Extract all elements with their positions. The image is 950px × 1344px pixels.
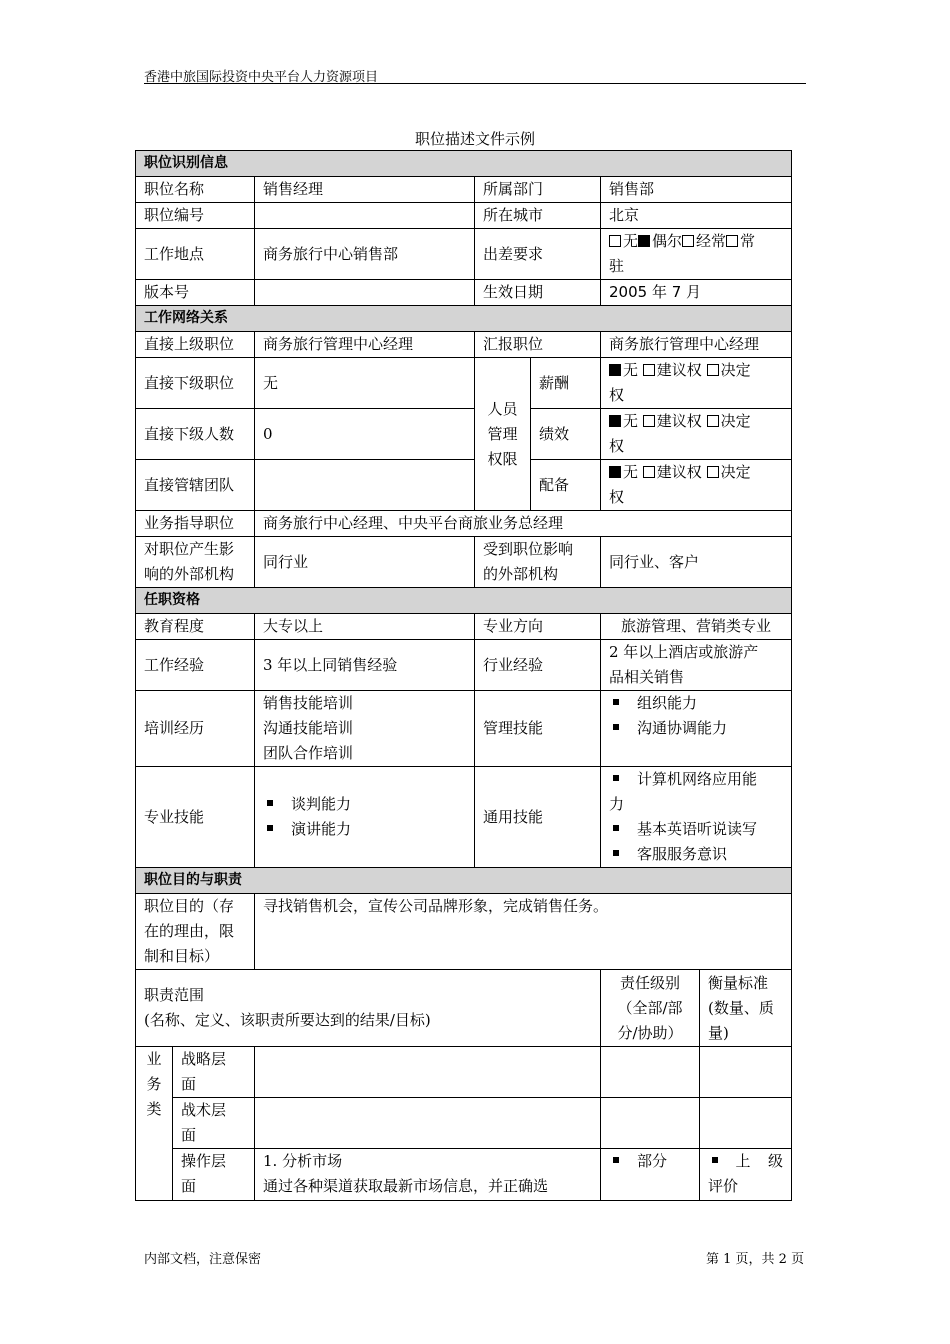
list-item: 销售技能培训 xyxy=(263,694,354,712)
affect-label: 对职位产生影 响的外部机构 xyxy=(136,537,255,588)
mgmt-skill-list xyxy=(601,691,792,767)
section-purpose: 职位目的与职责 xyxy=(136,868,792,894)
version-label: 版本号 xyxy=(136,280,255,306)
major-value: 旅游管理、营销类专业 xyxy=(601,614,792,640)
checkbox-checked-icon[interactable] xyxy=(609,364,621,376)
pro-skill-list xyxy=(255,767,475,868)
staffing-label: 配备 xyxy=(531,460,601,511)
affect-value: 同行业 xyxy=(255,537,475,588)
header-rule xyxy=(144,83,806,84)
bullet-icon xyxy=(267,800,273,806)
travel-option-occasional[interactable]: 偶尔 xyxy=(638,232,682,250)
department-label: 所属部门 xyxy=(475,177,601,203)
business-category-label: 业 务 类 xyxy=(136,1047,173,1201)
scope-header: 职责范围 (名称、定义、该职责所要达到的结果/目标) xyxy=(136,970,601,1047)
document-title: 职位描述文件示例 xyxy=(414,130,535,148)
city-label: 所在城市 xyxy=(475,203,601,229)
salary-authority-options: 无 建议权 决定 权 xyxy=(601,358,792,409)
tactical-level xyxy=(601,1098,700,1149)
job-description-table xyxy=(135,150,792,1201)
section-network: 工作网络关系 xyxy=(136,306,792,332)
affected-value: 同行业、客户 xyxy=(601,537,792,588)
footer-confidential: 内部文档，注意保密 xyxy=(144,1252,262,1267)
effective-date-label: 生效日期 xyxy=(475,280,601,306)
tactical-measure xyxy=(700,1098,792,1149)
effective-date-value: 2005 年 7 月 xyxy=(601,280,792,306)
location-label: 工作地点 xyxy=(136,229,255,280)
list-item: 基本英语听说读写 xyxy=(609,817,783,842)
list-item: 谈判能力 xyxy=(263,792,466,817)
performance-authority-options: 无 建议权 决定 权 xyxy=(601,409,792,460)
checkbox-icon[interactable] xyxy=(643,415,655,427)
performance-label: 绩效 xyxy=(531,409,601,460)
general-skill-label: 通用技能 xyxy=(475,767,601,868)
travel-option-often[interactable]: 经常 xyxy=(682,232,726,250)
team-label: 直接管辖团队 xyxy=(136,460,255,511)
affected-label: 受到职位影响 的外部机构 xyxy=(475,537,601,588)
checkbox-icon[interactable] xyxy=(643,364,655,376)
staffing-authority-options: 无 建议权 决定 权 xyxy=(601,460,792,511)
list-item: 演讲能力 xyxy=(263,817,466,842)
list-item: 沟通技能培训 xyxy=(263,719,354,737)
bullet-icon xyxy=(613,699,619,705)
tactical-duty xyxy=(255,1098,601,1149)
authority-label: 人员 管理 权限 xyxy=(475,358,531,511)
position-code-label: 职位编号 xyxy=(136,203,255,229)
guidance-value: 商务旅行中心经理、中央平台商旅业务总经理 xyxy=(255,511,792,537)
version-value xyxy=(255,280,475,306)
header-project-name: 香港中旅国际投资中央平台人力资源项目 xyxy=(144,70,379,85)
position-code-value xyxy=(255,203,475,229)
pro-skill-label: 专业技能 xyxy=(136,767,255,868)
travel-option-resident[interactable]: 常 xyxy=(726,232,755,250)
work-exp-value: 3 年以上同销售经验 xyxy=(255,640,475,691)
list-item: 组织能力 xyxy=(609,691,783,716)
general-skill-list: 计算机网络应用能 力 基本英语听说读写 客服服务意识 xyxy=(601,767,792,868)
strategic-measure xyxy=(700,1047,792,1098)
location-value: 商务旅行中心销售部 xyxy=(255,229,475,280)
bullet-icon xyxy=(613,724,619,730)
education-value: 大专以上 xyxy=(255,614,475,640)
operational-level: 部分 xyxy=(601,1149,700,1201)
checkbox-icon xyxy=(682,235,694,247)
checkbox-checked-icon[interactable] xyxy=(609,415,621,427)
training-list xyxy=(255,691,475,767)
footer-page-number: 第 1 页，共 2 页 xyxy=(706,1252,805,1267)
checkbox-icon[interactable] xyxy=(707,415,719,427)
list-item: 沟通协调能力 xyxy=(609,716,783,741)
department-value: 销售部 xyxy=(601,177,792,203)
training-label: 培训经历 xyxy=(136,691,255,767)
bullet-icon xyxy=(267,825,273,831)
superior-value: 商务旅行管理中心经理 xyxy=(255,332,475,358)
industry-exp-value: 2 年以上酒店或旅游产 品相关销售 xyxy=(601,640,792,691)
position-name-value: 销售经理 xyxy=(255,177,475,203)
education-label: 教育程度 xyxy=(136,614,255,640)
checkbox-icon xyxy=(609,235,621,247)
checkbox-checked-icon xyxy=(638,235,650,247)
superior-label: 直接上级职位 xyxy=(136,332,255,358)
sub-count-value: 0 xyxy=(255,409,475,460)
strategic-level xyxy=(601,1047,700,1098)
operational-level-label: 操作层 面 xyxy=(173,1149,255,1201)
major-label: 专业方向 xyxy=(475,614,601,640)
team-value xyxy=(255,460,475,511)
purpose-label: 职位目的（存 在的理由，限 制和目标） xyxy=(136,894,255,970)
subordinate-label: 直接下级职位 xyxy=(136,358,255,409)
checkbox-icon xyxy=(726,235,738,247)
measure-header: 衡量标准 (数量、质 量) xyxy=(700,970,792,1047)
list-item: 客服服务意识 xyxy=(609,842,783,867)
list-item: 计算机网络应用能 xyxy=(609,767,783,792)
operational-measure: 上 级 评价 xyxy=(700,1149,792,1201)
industry-exp-label: 行业经验 xyxy=(475,640,601,691)
work-exp-label: 工作经验 xyxy=(136,640,255,691)
salary-label: 薪酬 xyxy=(531,358,601,409)
travel-label: 出差要求 xyxy=(475,229,601,280)
travel-option-none[interactable]: 无 xyxy=(609,232,638,250)
travel-option-wrap: 驻 xyxy=(609,257,625,275)
checkbox-icon[interactable] xyxy=(707,364,719,376)
bullet-icon xyxy=(613,825,619,831)
travel-options xyxy=(601,229,792,280)
section-identity: 职位识别信息 xyxy=(136,151,792,177)
checkbox-icon[interactable] xyxy=(707,466,719,478)
guidance-label: 业务指导职位 xyxy=(136,511,255,537)
bullet-icon xyxy=(613,850,619,856)
report-label: 汇报职位 xyxy=(475,332,601,358)
bullet-icon xyxy=(613,1157,619,1163)
tactical-level-label: 战术层 面 xyxy=(173,1098,255,1149)
subordinate-value: 无 xyxy=(255,358,475,409)
bullet-icon xyxy=(613,775,619,781)
section-qualification: 任职资格 xyxy=(136,588,792,614)
checkbox-icon[interactable] xyxy=(643,466,655,478)
mgmt-skill-label: 管理技能 xyxy=(475,691,601,767)
sub-count-label: 直接下级人数 xyxy=(136,409,255,460)
city-value: 北京 xyxy=(601,203,792,229)
operational-duty: 1. 分析市场 通过各种渠道获取最新市场信息，并正确选 xyxy=(255,1149,601,1201)
position-name-label: 职位名称 xyxy=(136,177,255,203)
strategic-level-label: 战略层 面 xyxy=(173,1047,255,1098)
checkbox-checked-icon[interactable] xyxy=(609,466,621,478)
report-value: 商务旅行管理中心经理 xyxy=(601,332,792,358)
strategic-duty xyxy=(255,1047,601,1098)
level-header: 责任级别 （全部/部 分/协助） xyxy=(601,970,700,1047)
list-item: 团队合作培训 xyxy=(263,744,354,762)
purpose-value: 寻找销售机会，宣传公司品牌形象，完成销售任务。 xyxy=(255,894,792,970)
bullet-icon xyxy=(712,1157,718,1163)
